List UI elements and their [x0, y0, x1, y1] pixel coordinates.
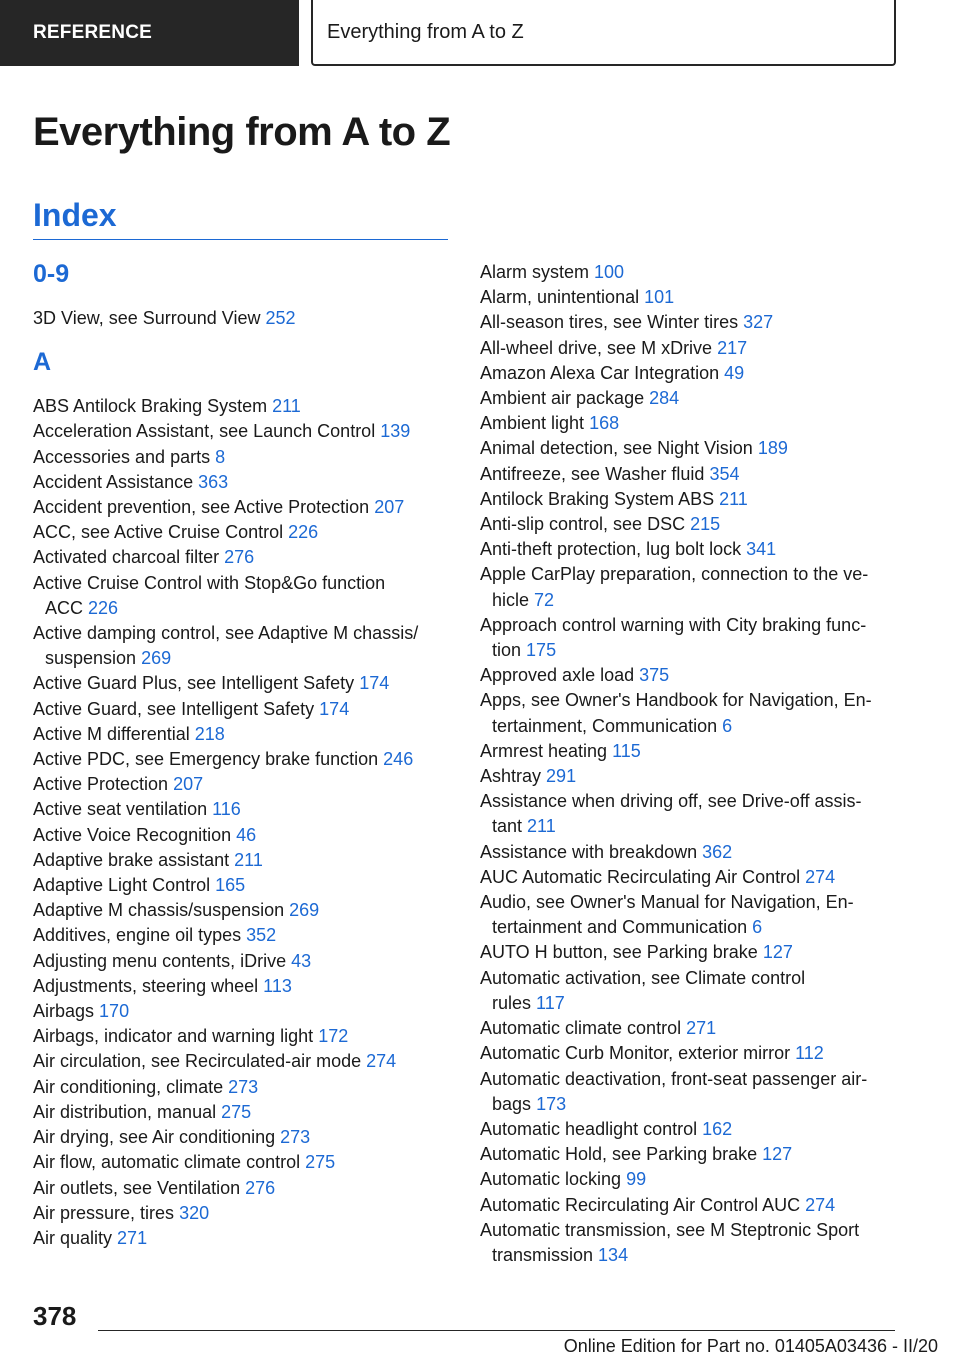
- entry-text: Automatic Curb Monitor, exterior mirror: [480, 1043, 791, 1064]
- entry-text: Automatic transmission, see M Steptronic Sport: [480, 1219, 860, 1240]
- entry-text-continued: tertainment, Communication: [492, 715, 718, 736]
- page-link[interactable]: 113: [263, 975, 292, 996]
- entry-text-continued: bags: [492, 1093, 532, 1114]
- index-entry: [33, 671, 453, 696]
- entry-text-continued: hicle: [492, 589, 530, 610]
- entry-text: Automatic climate control: [480, 1018, 682, 1039]
- index-entry: [33, 873, 453, 898]
- index-entry: [480, 1193, 900, 1218]
- index-entry: [33, 621, 453, 671]
- entry-text: Adaptive brake assistant: [33, 849, 230, 870]
- page-link[interactable]: 46: [236, 824, 257, 845]
- index-column-right: [480, 260, 900, 1268]
- entry-text: Amazon Alexa Car Integration: [480, 362, 720, 383]
- entry-text: Anti-slip control, see DSC: [480, 514, 686, 535]
- index-entry: [480, 310, 900, 335]
- page-link[interactable]: 274: [805, 1194, 836, 1215]
- page-link[interactable]: 174: [359, 673, 390, 694]
- entry-text-continued: tion: [492, 640, 522, 661]
- page-link[interactable]: 6: [722, 715, 733, 736]
- page-link[interactable]: 341: [746, 539, 777, 560]
- entry-text: Assistance with breakdown: [480, 841, 698, 862]
- index-entry: [33, 571, 453, 621]
- index-entry: [33, 1100, 453, 1125]
- entry-text: Active M differential: [33, 723, 190, 744]
- index-entry: [480, 386, 900, 411]
- entry-text: Automatic deactivation, front-seat passenger air-: [480, 1068, 868, 1089]
- page-link[interactable]: 211: [272, 396, 301, 417]
- page-link[interactable]: 217: [717, 337, 748, 358]
- entry-text-continued: tertainment and Communication: [492, 917, 748, 938]
- page-link[interactable]: 246: [383, 749, 414, 770]
- entry-text-continued: rules: [492, 992, 532, 1013]
- edition-text: Online Edition for Part no. 01405A03436 - II/20: [563, 1336, 938, 1356]
- entry-text: Active Voice Recognition: [33, 824, 232, 845]
- page-link[interactable]: 320: [179, 1202, 210, 1223]
- index-entry: [480, 411, 900, 436]
- entry-text: Acceleration Assistant, see Launch Control: [33, 421, 376, 442]
- index-entry: [33, 697, 453, 722]
- entry-text: Activated charcoal filter: [33, 547, 220, 568]
- page-link[interactable]: 165: [215, 875, 246, 896]
- entry-text: Additives, engine oil types: [33, 925, 242, 946]
- entry-text: All-season tires, see Winter tires: [480, 312, 739, 333]
- index-entry: [480, 966, 900, 1016]
- page-link[interactable]: 354: [709, 463, 740, 484]
- index-entry: [480, 1067, 900, 1117]
- index-entry: [33, 1049, 453, 1074]
- entry-text: 3D View, see Surround View: [33, 308, 261, 328]
- page-link[interactable]: 252: [265, 308, 296, 328]
- index-entry: [33, 949, 453, 974]
- index-entry: [33, 747, 453, 772]
- page-link[interactable]: 273: [228, 1076, 259, 1097]
- page-link[interactable]: 172: [318, 1026, 349, 1047]
- entry-text: Apple CarPlay preparation, connection to the ve-: [480, 564, 869, 585]
- chapter-tab[interactable]: [0, 0, 299, 66]
- index-entry: [33, 797, 453, 822]
- index-entry: [33, 772, 453, 797]
- index-entry: [480, 1041, 900, 1066]
- index-heading: Index: [33, 197, 117, 233]
- page-link[interactable]: 43: [291, 950, 312, 971]
- page-link[interactable]: 352: [246, 925, 277, 946]
- entry-text: Active Cruise Control with Stop&Go function: [33, 572, 386, 593]
- entry-text: Air flow, automatic climate control: [33, 1152, 301, 1173]
- index-entry: [33, 898, 453, 923]
- section-header: [311, 0, 896, 66]
- index-entry: [33, 1024, 453, 1049]
- page-link[interactable]: 207: [374, 497, 405, 518]
- page-title: Everything from A to Z: [33, 110, 451, 154]
- page-link[interactable]: 276: [245, 1177, 276, 1198]
- page-link[interactable]: 49: [724, 362, 745, 383]
- entry-text: Antifreeze, see Washer fluid: [480, 463, 705, 484]
- index-entry: [33, 1201, 453, 1226]
- entry-text-continued: transmission: [492, 1244, 594, 1265]
- entry-text: Active Guard Plus, see Intelligent Safety: [33, 673, 355, 694]
- index-entry: [480, 1142, 900, 1167]
- index-entry: [480, 260, 900, 285]
- entry-text: AUTO H button, see Parking brake: [480, 942, 758, 963]
- page-link[interactable]: 275: [221, 1101, 252, 1122]
- index-entry: [480, 436, 900, 461]
- entry-text: Adjustments, steering wheel: [33, 975, 259, 996]
- footer-divider: [98, 1330, 895, 1331]
- entry-text-continued: suspension: [45, 648, 137, 669]
- page-link[interactable]: 274: [366, 1051, 397, 1072]
- index-entry: [33, 722, 453, 747]
- index-entry: [480, 487, 900, 512]
- index-entry: [33, 823, 453, 848]
- entry-text: ABS Antilock Braking System: [33, 396, 268, 417]
- entry-text: Accident prevention, see Active Protection: [33, 497, 370, 518]
- entry-text: Active seat ventilation: [33, 799, 208, 820]
- page-link[interactable]: 8: [215, 446, 226, 467]
- page-link[interactable]: 175: [526, 640, 557, 661]
- entry-text: Automatic activation, see Climate control: [480, 967, 806, 988]
- entry-text: Automatic locking: [480, 1169, 622, 1190]
- index-entry: [33, 419, 453, 444]
- page-link[interactable]: 101: [644, 287, 675, 308]
- page-link[interactable]: 6: [752, 917, 763, 938]
- entry-text: Approved axle load: [480, 665, 635, 686]
- index-entry: [480, 1218, 900, 1268]
- index-entry: [480, 1167, 900, 1192]
- entry-text: Air drying, see Air conditioning: [33, 1127, 276, 1148]
- page-link[interactable]: 117: [536, 992, 565, 1013]
- page-link[interactable]: 363: [198, 471, 229, 492]
- entry-text: Air distribution, manual: [33, 1101, 217, 1122]
- entry-text: Airbags: [33, 1001, 95, 1022]
- entry-text: Active Protection: [33, 774, 169, 795]
- index-entry: [33, 848, 453, 873]
- index-entry: [480, 361, 900, 386]
- index-column-left: [33, 258, 453, 1251]
- page-link[interactable]: 99: [626, 1169, 647, 1190]
- index-entry: [33, 470, 453, 495]
- page-link[interactable]: 207: [173, 774, 204, 795]
- index-letter-heading: A: [33, 348, 52, 377]
- page-link[interactable]: 269: [141, 648, 172, 669]
- page-link[interactable]: 115: [612, 740, 641, 761]
- index-entry: [33, 1150, 453, 1175]
- entry-text: Active Guard, see Intelligent Safety: [33, 698, 315, 719]
- page-link[interactable]: 215: [690, 514, 721, 535]
- index-entry: [33, 545, 453, 570]
- page-link[interactable]: 273: [280, 1127, 311, 1148]
- index-entry: [480, 1117, 900, 1142]
- page-link[interactable]: 116: [212, 799, 241, 820]
- entry-text: Alarm, unintentional: [480, 287, 640, 308]
- entry-text-continued: ACC: [45, 597, 84, 618]
- entry-text: All-wheel drive, see M xDrive: [480, 337, 713, 358]
- page-link[interactable]: 100: [594, 262, 625, 282]
- index-entry: [480, 562, 900, 612]
- entry-text: Air quality: [33, 1227, 113, 1248]
- entry-text: Active PDC, see Emergency brake function: [33, 749, 379, 770]
- page-link[interactable]: 211: [719, 488, 748, 509]
- index-entry: [480, 764, 900, 789]
- entry-text: Automatic headlight control: [480, 1118, 698, 1139]
- index-entry: [33, 1226, 453, 1251]
- page-link[interactable]: 375: [639, 665, 670, 686]
- entry-text: Assistance when driving off, see Drive-off assis-: [480, 791, 862, 812]
- page-link[interactable]: 291: [546, 766, 577, 787]
- index-entry: [480, 789, 900, 839]
- index-entry: [33, 445, 453, 470]
- index-entry: [480, 512, 900, 537]
- page-link[interactable]: 127: [762, 1144, 793, 1165]
- entry-text: Automatic Hold, see Parking brake: [480, 1144, 758, 1165]
- entry-text: Animal detection, see Night Vision: [480, 438, 753, 459]
- index-entry: [480, 688, 900, 738]
- page-link[interactable]: 284: [649, 388, 680, 409]
- page-link[interactable]: 271: [686, 1018, 717, 1039]
- entry-text-continued: tant: [492, 816, 523, 837]
- index-entry: [33, 520, 453, 545]
- entry-text: Adjusting menu contents, iDrive: [33, 950, 287, 971]
- index-entry: [480, 285, 900, 310]
- entry-text: ACC, see Active Cruise Control: [33, 522, 284, 543]
- entry-text: Air outlets, see Ventilation: [33, 1177, 241, 1198]
- page-link[interactable]: 211: [234, 849, 263, 870]
- entry-text: Ashtray: [480, 766, 542, 787]
- index-letter-heading: 0-9: [33, 260, 70, 288]
- index-entry: [33, 394, 453, 419]
- page-link[interactable]: 275: [305, 1152, 336, 1173]
- entry-text: Ambient light: [480, 413, 585, 434]
- index-entry: [480, 663, 900, 688]
- page-number: 378: [33, 1301, 77, 1331]
- entry-text: AUC Automatic Recirculating Air Control: [480, 866, 801, 887]
- page-link[interactable]: 162: [702, 1118, 733, 1139]
- page-link[interactable]: 134: [598, 1244, 629, 1265]
- page-link[interactable]: 139: [380, 421, 411, 442]
- page-link[interactable]: 211: [527, 816, 556, 837]
- index-entry: [480, 1016, 900, 1041]
- index-entry: [33, 1125, 453, 1150]
- page-link[interactable]: 218: [194, 723, 225, 744]
- index-entry: [480, 940, 900, 965]
- page-link[interactable]: 274: [805, 866, 836, 887]
- entry-text: Adaptive Light Control: [33, 875, 211, 896]
- chapter-tab-label: REFERENCE: [33, 22, 152, 43]
- entry-text: Airbags, indicator and warning light: [33, 1026, 314, 1047]
- page-link[interactable]: 174: [319, 698, 350, 719]
- index-entry: [33, 1176, 453, 1201]
- page-link[interactable]: 226: [88, 597, 119, 618]
- index-entry: [480, 840, 900, 865]
- entry-text: Anti-theft protection, lug bolt lock: [480, 539, 742, 560]
- page-link[interactable]: 72: [534, 589, 555, 610]
- index-entry: [480, 865, 900, 890]
- page-link[interactable]: 362: [702, 841, 733, 862]
- entry-text: Alarm system: [480, 262, 590, 282]
- page-link[interactable]: 276: [224, 547, 255, 568]
- page-link[interactable]: 127: [762, 942, 793, 963]
- entry-text: Armrest heating: [480, 740, 608, 761]
- entry-text: Air pressure, tires: [33, 1202, 175, 1223]
- page-link[interactable]: 226: [288, 522, 319, 543]
- page-link[interactable]: 271: [117, 1227, 148, 1248]
- entry-text: Accessories and parts: [33, 446, 211, 467]
- index-entry: [33, 306, 453, 331]
- section-header-label: Everything from A to Z: [327, 20, 524, 43]
- page-link[interactable]: 189: [757, 438, 788, 459]
- page-link[interactable]: 269: [289, 900, 320, 921]
- index-entry: [480, 537, 900, 562]
- index-entry: [33, 923, 453, 948]
- page-link[interactable]: 170: [99, 1001, 130, 1022]
- index-entry: [480, 890, 900, 940]
- index-entry: [33, 495, 453, 520]
- index-entry: [480, 336, 900, 361]
- entry-text: Active damping control, see Adaptive M chassis/: [33, 623, 419, 644]
- index-entry: [33, 974, 453, 999]
- index-entry: [480, 739, 900, 764]
- page-link[interactable]: 173: [536, 1093, 567, 1114]
- entry-text: Ambient air package: [480, 388, 645, 409]
- index-divider: [33, 239, 448, 240]
- entry-text: Approach control warning with City braking func-: [480, 614, 867, 635]
- entry-text: Antilock Braking System ABS: [480, 488, 715, 509]
- page-link[interactable]: 168: [589, 413, 620, 434]
- entry-text: Adaptive M chassis/suspension: [33, 900, 285, 921]
- entry-text: Air conditioning, climate: [33, 1076, 224, 1097]
- page-link[interactable]: 327: [743, 312, 774, 333]
- page-link[interactable]: 112: [795, 1043, 824, 1064]
- entry-text: Audio, see Owner's Manual for Navigation, En-: [480, 892, 854, 913]
- entry-text: Accident Assistance: [33, 471, 194, 492]
- entry-text: Air circulation, see Recirculated-air mode: [33, 1051, 362, 1072]
- index-entry: [480, 462, 900, 487]
- entry-text: Automatic Recirculating Air Control AUC: [480, 1194, 801, 1215]
- index-entry: [480, 613, 900, 663]
- index-entry: [33, 999, 453, 1024]
- entry-text: Apps, see Owner's Handbook for Navigation, En-: [480, 690, 872, 711]
- index-entry: [33, 1075, 453, 1100]
